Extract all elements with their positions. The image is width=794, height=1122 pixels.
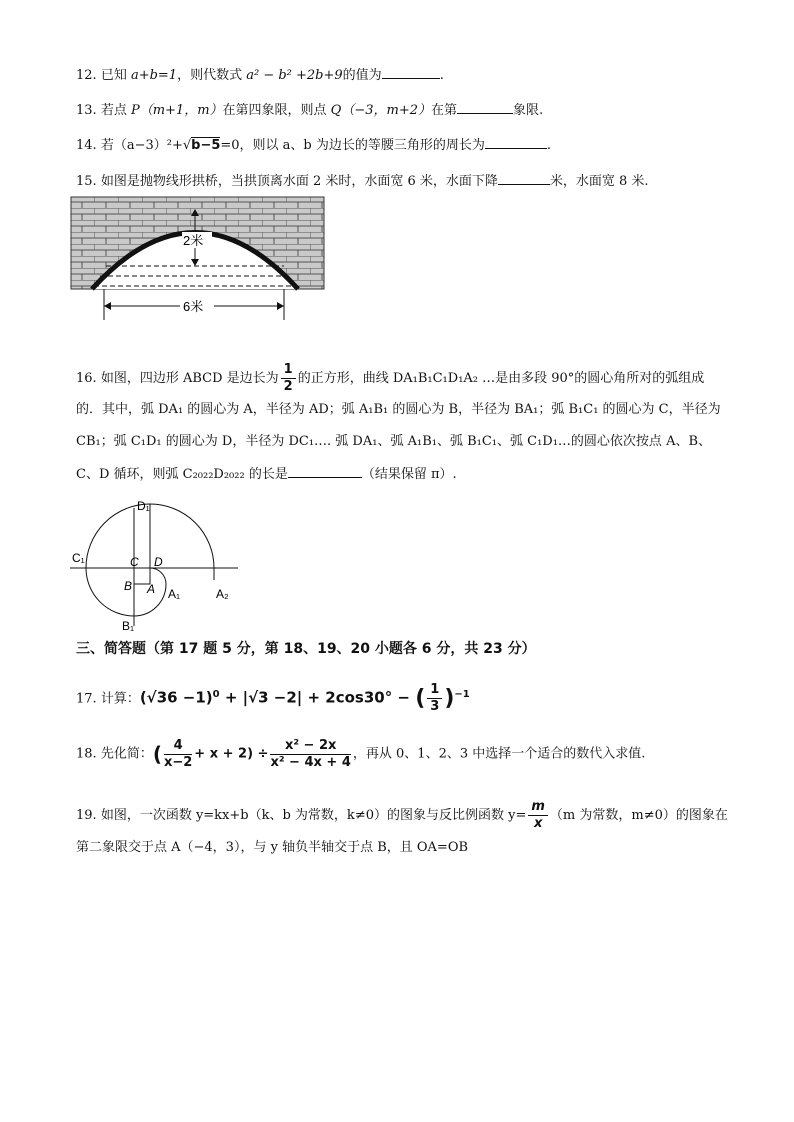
label-C: C: [130, 555, 139, 569]
label-B1: B₁: [122, 619, 135, 633]
question-15: 15. 如图是抛物线形拱桥，当拱顶离水面 2 米时，水面宽 6 米，水面下降 米，水面宽 8 米.: [76, 174, 649, 189]
fraction-4-over-x-minus-2: $\frac{4}{x-2}$: [163, 737, 193, 770]
answer-blank[interactable]: [457, 101, 513, 114]
label-C1: C₁: [72, 551, 85, 565]
question-17: 17. 计算：$(√36 -1)^0 + |√3 -2| + 2\cos 30^\circ$ − ( $\frac{1}{3}$ )$^{-1}$: [76, 682, 470, 715]
arrow-left-icon: [104, 302, 111, 310]
height-label: 2米: [183, 233, 204, 248]
label-D: D: [154, 555, 163, 569]
question-12: 12. 已知 a+b=1，则代数式 a² − b² +2b+9的值为 .: [76, 68, 444, 83]
question-19-line-2: 第二象限交于点 A（−4，3），与 y 轴负半轴交于点 B，且 OA=OB: [76, 840, 469, 855]
width-label: 6米: [183, 299, 204, 314]
label-B: B: [124, 579, 133, 593]
question-16-line-2: 的．其中，弧 DA₁ 的圆心为 A，半径为 AD；弧 A₁B₁ 的圆心为 B，半径为 BA₁；弧 B₁C₁ 的圆心为 C，半径为: [76, 402, 721, 417]
label-A1: A₁: [168, 587, 181, 601]
label-A: A: [147, 582, 156, 596]
arrow-right-icon: [277, 302, 284, 310]
question-16: 16. 如图，四边形 ABCD 是边长为 $\frac{1}{2}$ 的正方形，曲线 DA₁B₁C₁D₁A₂ …是由多段 90°的圆心角所对的弧组成: [76, 362, 705, 394]
question-16-line-4: C、D 循环，则弧 C₂₀₂₂D₂₀₂₂ 的长是 （结果保留 π）.: [76, 467, 457, 482]
answer-blank[interactable]: [382, 66, 440, 79]
question-18: 18. 先化简：( $\frac{4}{x-2}$ + x + 2) ÷ $\frac{\text{x² − 2x}}{\text{x² − 4x + 4}}$ ，再从 0、1、2、3 中选择一个适合的数代入求值.: [76, 737, 646, 770]
label-D1: D₁: [137, 499, 150, 513]
question-16-line-3: CB₁；弧 C₁D₁ 的圆心为 D，半径为 DC₁…. 弧 DA₁、弧 A₁B₁、弧 B₁C₁、弧 C₁D₁…的圆心依次按点 A、B、: [76, 434, 712, 449]
arc-C1D1: [86, 504, 150, 568]
question-19: 19. 如图，一次函数 y=kx+b（k、b 为常数，k≠0）的图象与反比例函数 y= $\frac{m}{x}$ （m 为常数，m≠0）的图象在: [76, 799, 728, 831]
fraction-m-over-x: $\frac{m}{x}$: [528, 799, 548, 832]
fraction-one-half: $\frac{1}{2}$: [281, 362, 296, 395]
answer-blank[interactable]: [485, 136, 547, 149]
question-14: 14. 若（a−3）²+√b−5=0，则以 a、b 为边长的等腰三角形的周长为 .: [76, 138, 552, 153]
answer-blank[interactable]: [288, 465, 362, 478]
sqrt-sign: √: [182, 138, 192, 153]
label-A2: A₂: [216, 587, 229, 601]
question-13: 13. 若点 P（m+1，m）在第四象限，则点 Q（−3，m+2）在第 象限.: [76, 103, 544, 118]
spiral-arcs-figure: [70, 494, 242, 636]
fraction-one-third: $\frac{1}{3}$: [427, 682, 442, 715]
answer-blank[interactable]: [498, 172, 550, 185]
section-3-title: 三、简答题（第 17 题 5 分，第 18、19、20 小题各 6 分，共 23 分）: [76, 641, 536, 657]
fraction-x-squared: $\frac{\text{x² − 2x}}{\text{x² − 4x + 4}}$: [270, 737, 351, 770]
arch-bridge-figure: [70, 196, 326, 321]
